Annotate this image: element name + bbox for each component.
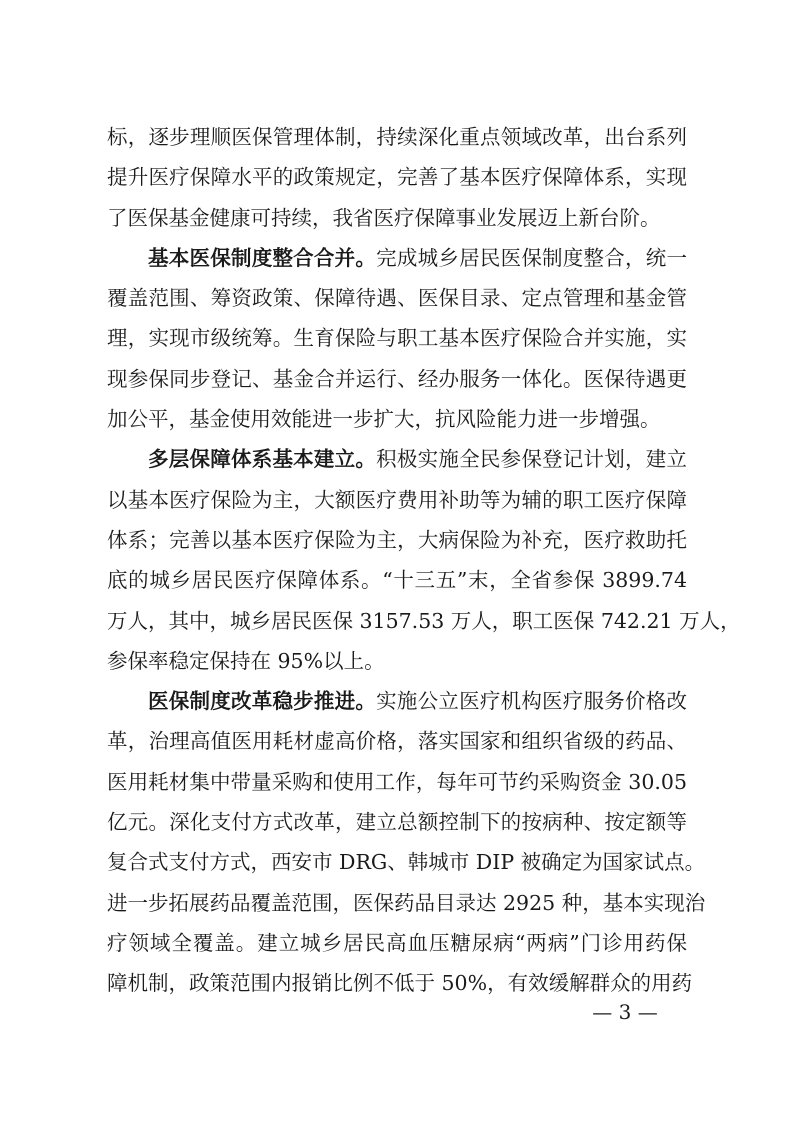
page-number: — 3 — — [592, 1000, 658, 1024]
text-line: 覆盖范围、筹资政策、保障待遇、医保目录、定点管理和基金管 — [107, 286, 687, 311]
paragraph-first-line — [107, 439, 687, 479]
text-span: 实施公立医疗机构医疗服务价格改 — [376, 689, 687, 714]
paragraph-first-line — [107, 681, 687, 721]
text-line: 医用耗材集中带量采购和使用工作，每年可节约采购资金 30.05 — [107, 769, 687, 794]
text-span: 完成城乡居民医保制度整合，统一 — [376, 245, 687, 270]
paragraph-heading: 多层保障体系基本建立。 — [148, 447, 377, 472]
text-line: 加公平，基金使用效能进一步扩大，抗风险能力进一步增强。 — [107, 407, 661, 432]
text-line: 障机制，政策范围内报销比例不低于 50%，有效缓解群众的用药 — [107, 971, 693, 996]
text-line: 以基本医疗保险为主，大额医疗费用补助等为辅的职工医疗保障 — [107, 487, 687, 512]
text-line: 理，实现市级统筹。生育保险与职工基本医疗保险合并实施，实 — [107, 326, 687, 351]
text-line: 复合式支付方式，西安市 DRG、韩城市 DIP 被确定为国家试点。 — [107, 850, 706, 875]
text-span: 积极实施全民参保登记计划，建立 — [376, 447, 687, 472]
text-line: 疗领域全覆盖。建立城乡居民高血压糖尿病“两病”门诊用药保 — [107, 930, 687, 955]
text-line: 亿元。深化支付方式改革，建立总额控制下的按病种、按定额等 — [107, 810, 687, 835]
text-line: 进一步拓展药品覆盖范围，医保药品目录达 2925 种，基本实现治 — [107, 890, 706, 915]
text-line: 标，逐步理顺医保管理体制，持续深化重点领域改革，出台系列 — [107, 125, 687, 149]
text-line: 现参保同步登记、基金合并运行、经办服务一体化。医保待遇更 — [107, 366, 687, 391]
paragraph-heading: 医保制度改革稳步推进。 — [148, 689, 377, 714]
text-line: 提升医疗保障水平的政策规定，完善了基本医疗保障体系，实现 — [107, 165, 687, 190]
body-text — [107, 117, 741, 1004]
paragraph-heading: 基本医保制度整合合并。 — [148, 245, 377, 270]
text-line: 参保率稳定保持在 95%以上。 — [107, 648, 385, 673]
text-line: 底的城乡居民医疗保障体系。“十三五”末，全省参保 3899.74 — [107, 568, 687, 593]
text-line: 体系；完善以基本医疗保险为主，大病保险为补充，医疗救助托 — [107, 527, 687, 552]
text-line: 了医保基金健康可持续，我省医疗保障事业发展迈上新台阶。 — [107, 205, 661, 230]
paragraph-first-line — [107, 238, 687, 278]
text-line: 万人，其中，城乡居民医保 3157.53 万人，职工医保 742.21 万人， — [107, 608, 741, 633]
text-line: 革，治理高值医用耗材虚高价格，落实国家和组织省级的药品、 — [107, 729, 687, 754]
